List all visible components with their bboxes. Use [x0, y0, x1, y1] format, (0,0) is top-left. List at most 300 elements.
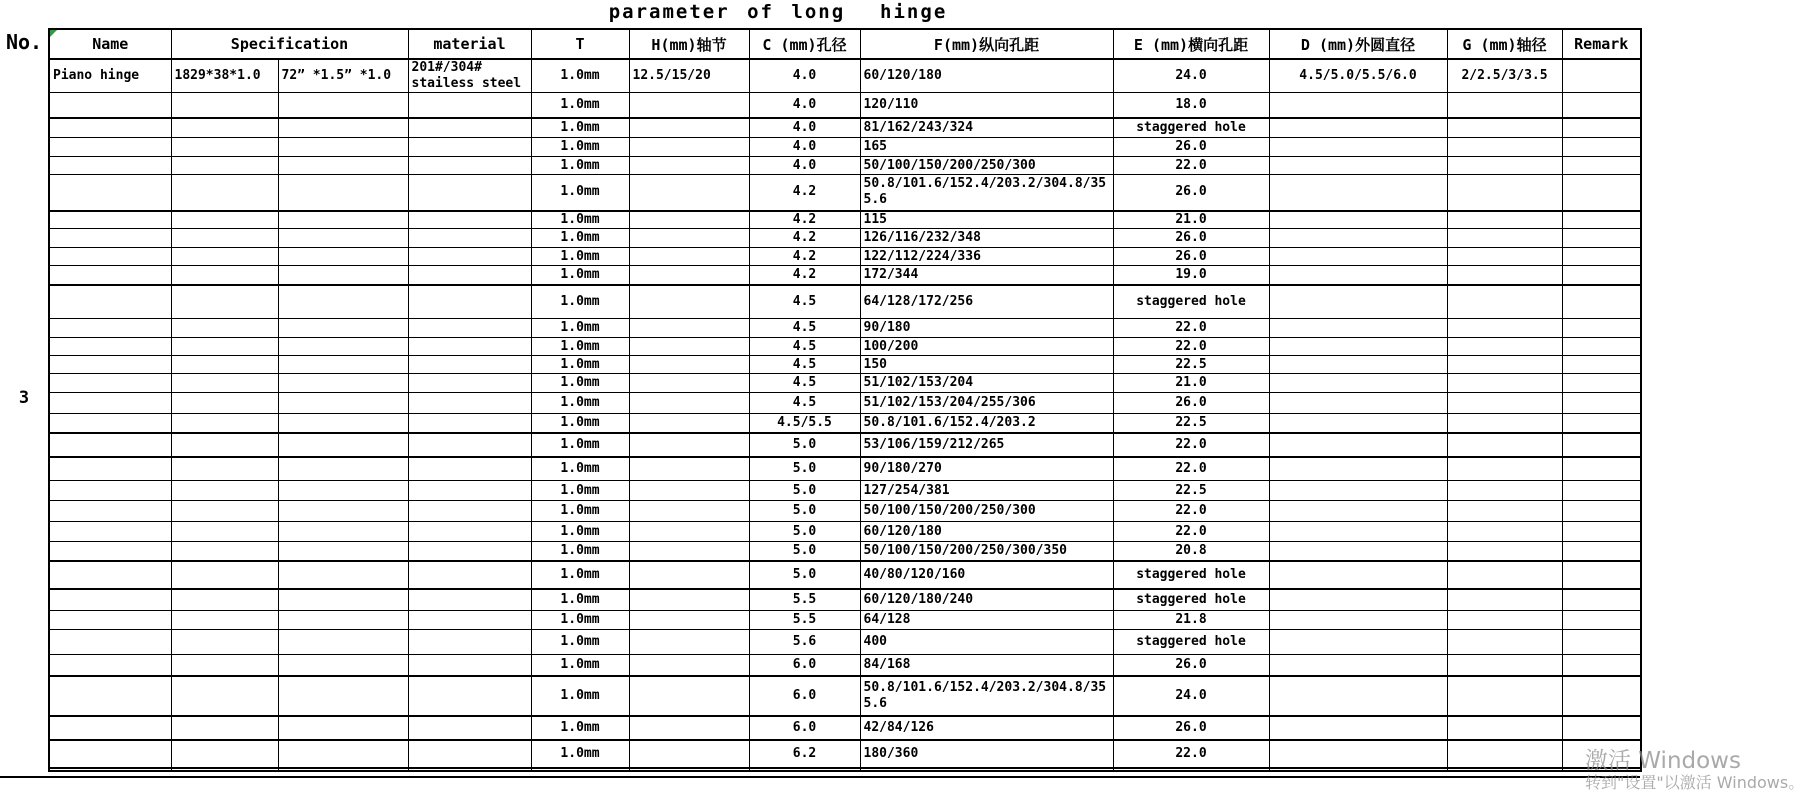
cell-name[interactable]: [49, 248, 171, 266]
cell-f[interactable]: 150: [860, 356, 1113, 374]
cell-spec2[interactable]: [278, 118, 408, 138]
cell-c[interactable]: 6.2: [749, 740, 860, 768]
cell-material[interactable]: [408, 374, 531, 393]
cell-spec1[interactable]: [171, 655, 278, 676]
cell-f[interactable]: 50.8/101.6/152.4/203.2/304.8/355.6: [860, 676, 1113, 716]
cell-spec2[interactable]: [278, 248, 408, 266]
cell-d[interactable]: 4.5/5.0/5.5/6.0: [1269, 59, 1447, 93]
cell-c[interactable]: 4.2: [749, 211, 860, 229]
cell-spec2[interactable]: [278, 393, 408, 414]
cell-name[interactable]: [49, 393, 171, 414]
cell-spec1[interactable]: [171, 676, 278, 716]
cell-e[interactable]: 22.0: [1113, 740, 1269, 768]
cell-c[interactable]: 5.0: [749, 522, 860, 542]
cell-d[interactable]: [1269, 589, 1447, 611]
cell-c[interactable]: 4.2: [749, 266, 860, 285]
cell-material[interactable]: [408, 175, 531, 211]
cell-material[interactable]: [408, 157, 531, 175]
cell-material[interactable]: [408, 248, 531, 266]
cell-h[interactable]: [629, 175, 749, 211]
cell-h[interactable]: [629, 589, 749, 611]
cell-material[interactable]: [408, 414, 531, 433]
cell-material[interactable]: [408, 118, 531, 138]
cell-g[interactable]: [1447, 522, 1562, 542]
cell-t[interactable]: 1.0mm: [531, 542, 629, 561]
cell-material[interactable]: [408, 630, 531, 655]
cell-f[interactable]: 51/102/153/204: [860, 374, 1113, 393]
cell-c[interactable]: 4.0: [749, 59, 860, 93]
cell-e[interactable]: staggered hole: [1113, 118, 1269, 138]
cell-remark[interactable]: [1562, 589, 1641, 611]
cell-d[interactable]: [1269, 338, 1447, 356]
cell-remark[interactable]: [1562, 285, 1641, 319]
cell-e[interactable]: 22.0: [1113, 157, 1269, 175]
cell-spec1[interactable]: [171, 338, 278, 356]
cell-f[interactable]: 50/100/150/200/250/300: [860, 157, 1113, 175]
cell-t[interactable]: 1.0mm: [531, 740, 629, 768]
cell-spec2[interactable]: [278, 481, 408, 501]
cell-f[interactable]: 100/200: [860, 338, 1113, 356]
cell-spec2[interactable]: [278, 414, 408, 433]
cell-name[interactable]: [49, 522, 171, 542]
cell-remark[interactable]: [1562, 175, 1641, 211]
cell-spec2[interactable]: [278, 630, 408, 655]
cell-remark[interactable]: [1562, 157, 1641, 175]
cell-name[interactable]: Piano hinge: [49, 59, 171, 93]
cell-d[interactable]: [1269, 501, 1447, 522]
cell-d[interactable]: [1269, 561, 1447, 589]
cell-e[interactable]: 19.0: [1113, 266, 1269, 285]
cell-spec1[interactable]: [171, 716, 278, 740]
cell-e[interactable]: 26.0: [1113, 229, 1269, 248]
header-h[interactable]: H(mm)轴节: [629, 29, 749, 59]
cell-name[interactable]: [49, 266, 171, 285]
cell-h[interactable]: [629, 118, 749, 138]
cell-spec2[interactable]: [278, 542, 408, 561]
cell-f[interactable]: 42/84/126: [860, 716, 1113, 740]
cell-spec2[interactable]: [278, 138, 408, 157]
cell-g[interactable]: [1447, 266, 1562, 285]
cell-f[interactable]: 126/116/232/348: [860, 229, 1113, 248]
cell-spec1[interactable]: [171, 589, 278, 611]
cell-d[interactable]: [1269, 522, 1447, 542]
cell-remark[interactable]: [1562, 655, 1641, 676]
cell-name[interactable]: [49, 542, 171, 561]
cell-spec2[interactable]: [278, 285, 408, 319]
cell-h[interactable]: [629, 414, 749, 433]
cell-h[interactable]: [629, 716, 749, 740]
cell-f[interactable]: [860, 768, 1113, 771]
cell-spec2[interactable]: [278, 433, 408, 457]
header-material[interactable]: material: [408, 29, 531, 59]
cell-g[interactable]: [1447, 118, 1562, 138]
cell-g[interactable]: [1447, 655, 1562, 676]
cell-d[interactable]: [1269, 414, 1447, 433]
cell-name[interactable]: [49, 433, 171, 457]
cell-c[interactable]: 5.5: [749, 589, 860, 611]
header-c[interactable]: C (mm)孔径: [749, 29, 860, 59]
cell-h[interactable]: [629, 211, 749, 229]
cell-c[interactable]: 4.5: [749, 285, 860, 319]
cell-f[interactable]: 127/254/381: [860, 481, 1113, 501]
cell-g[interactable]: [1447, 542, 1562, 561]
cell-d[interactable]: [1269, 319, 1447, 338]
cell-d[interactable]: [1269, 630, 1447, 655]
cell-e[interactable]: 22.0: [1113, 457, 1269, 481]
cell-f[interactable]: 172/344: [860, 266, 1113, 285]
cell-c[interactable]: 4.5: [749, 319, 860, 338]
cell-d[interactable]: [1269, 716, 1447, 740]
cell-remark[interactable]: [1562, 716, 1641, 740]
cell-f[interactable]: 90/180/270: [860, 457, 1113, 481]
cell-e[interactable]: 20.8: [1113, 542, 1269, 561]
cell-spec1[interactable]: [171, 542, 278, 561]
cell-name[interactable]: [49, 338, 171, 356]
cell-t[interactable]: 1.0mm: [531, 716, 629, 740]
cell-g[interactable]: [1447, 157, 1562, 175]
header-e[interactable]: E (mm)横向孔距: [1113, 29, 1269, 59]
cell-f[interactable]: 50/100/150/200/250/300: [860, 501, 1113, 522]
cell-e[interactable]: staggered hole: [1113, 285, 1269, 319]
cell-spec2[interactable]: [278, 522, 408, 542]
cell-material[interactable]: [408, 211, 531, 229]
cell-material[interactable]: [408, 457, 531, 481]
cell-d[interactable]: [1269, 211, 1447, 229]
cell-g[interactable]: [1447, 229, 1562, 248]
cell-material[interactable]: [408, 481, 531, 501]
cell-g[interactable]: [1447, 93, 1562, 118]
cell-f[interactable]: 81/162/243/324: [860, 118, 1113, 138]
cell-name[interactable]: [49, 414, 171, 433]
cell-g[interactable]: [1447, 175, 1562, 211]
cell-remark[interactable]: [1562, 630, 1641, 655]
cell-g[interactable]: [1447, 138, 1562, 157]
cell-e[interactable]: 22.0: [1113, 319, 1269, 338]
cell-spec2[interactable]: [278, 501, 408, 522]
cell-spec2[interactable]: [278, 157, 408, 175]
cell-h[interactable]: [629, 457, 749, 481]
cell-d[interactable]: [1269, 138, 1447, 157]
cell-material[interactable]: [408, 356, 531, 374]
cell-spec2[interactable]: [278, 655, 408, 676]
cell-spec2[interactable]: [278, 356, 408, 374]
cell-f[interactable]: 400: [860, 630, 1113, 655]
cell-c[interactable]: 5.0: [749, 542, 860, 561]
cell-d[interactable]: [1269, 611, 1447, 630]
cell-e[interactable]: [1113, 768, 1269, 771]
no-column-value[interactable]: 3: [18, 388, 30, 408]
cell-spec2[interactable]: [278, 457, 408, 481]
header-t[interactable]: T: [531, 29, 629, 59]
cell-spec1[interactable]: [171, 356, 278, 374]
cell-f[interactable]: 50.8/101.6/152.4/203.2/304.8/355.6: [860, 175, 1113, 211]
cell-spec1[interactable]: [171, 433, 278, 457]
cell-remark[interactable]: [1562, 266, 1641, 285]
cell-spec2[interactable]: 72” *1.5” *1.0: [278, 59, 408, 93]
cell-remark[interactable]: [1562, 118, 1641, 138]
cell-e[interactable]: 22.0: [1113, 338, 1269, 356]
cell-spec1[interactable]: [171, 285, 278, 319]
cell-spec2[interactable]: [278, 374, 408, 393]
cell-material[interactable]: [408, 393, 531, 414]
cell-d[interactable]: [1269, 542, 1447, 561]
cell-name[interactable]: [49, 589, 171, 611]
cell-c[interactable]: 4.2: [749, 248, 860, 266]
cell-t[interactable]: 1.0mm: [531, 630, 629, 655]
cell-e[interactable]: 22.0: [1113, 501, 1269, 522]
cell-g[interactable]: [1447, 589, 1562, 611]
cell-spec1[interactable]: [171, 157, 278, 175]
cell-e[interactable]: 21.0: [1113, 374, 1269, 393]
cell-d[interactable]: [1269, 393, 1447, 414]
header-name[interactable]: Name: [49, 29, 171, 59]
cell-e[interactable]: staggered hole: [1113, 589, 1269, 611]
cell-name[interactable]: [49, 611, 171, 630]
cell-d[interactable]: [1269, 481, 1447, 501]
cell-spec1[interactable]: [171, 138, 278, 157]
cell-name[interactable]: [49, 655, 171, 676]
cell-c[interactable]: 5.5: [749, 611, 860, 630]
cell-remark[interactable]: [1562, 319, 1641, 338]
cell-t[interactable]: 1.0mm: [531, 229, 629, 248]
cell-material[interactable]: [408, 338, 531, 356]
cell-d[interactable]: [1269, 356, 1447, 374]
cell-h[interactable]: [629, 542, 749, 561]
cell-name[interactable]: [49, 716, 171, 740]
cell-c[interactable]: 4.0: [749, 93, 860, 118]
cell-material[interactable]: 201#/304# stailess steel: [408, 59, 531, 93]
cell-name[interactable]: [49, 676, 171, 716]
cell-g[interactable]: [1447, 414, 1562, 433]
cell-g[interactable]: [1447, 716, 1562, 740]
cell-f[interactable]: 60/120/180: [860, 59, 1113, 93]
cell-remark[interactable]: [1562, 522, 1641, 542]
cell-material[interactable]: [408, 138, 531, 157]
cell-c[interactable]: [749, 768, 860, 771]
cell-t[interactable]: 1.0mm: [531, 501, 629, 522]
cell-spec1[interactable]: [171, 211, 278, 229]
cell-c[interactable]: 5.0: [749, 501, 860, 522]
cell-h[interactable]: [629, 248, 749, 266]
cell-g[interactable]: [1447, 285, 1562, 319]
cell-t[interactable]: 1.0mm: [531, 319, 629, 338]
cell-h[interactable]: [629, 285, 749, 319]
cell-g[interactable]: [1447, 481, 1562, 501]
cell-remark[interactable]: [1562, 676, 1641, 716]
cell-d[interactable]: [1269, 266, 1447, 285]
cell-spec2[interactable]: [278, 611, 408, 630]
cell-f[interactable]: 53/106/159/212/265: [860, 433, 1113, 457]
cell-remark[interactable]: [1562, 481, 1641, 501]
cell-material[interactable]: [408, 561, 531, 589]
header-g[interactable]: G (mm)轴径: [1447, 29, 1562, 59]
cell-c[interactable]: 4.5/5.5: [749, 414, 860, 433]
cell-h[interactable]: [629, 768, 749, 771]
cell-spec1[interactable]: [171, 561, 278, 589]
cell-remark[interactable]: [1562, 414, 1641, 433]
cell-spec1[interactable]: [171, 611, 278, 630]
cell-e[interactable]: 24.0: [1113, 676, 1269, 716]
cell-material[interactable]: [408, 676, 531, 716]
cell-name[interactable]: [49, 630, 171, 655]
cell-d[interactable]: [1269, 118, 1447, 138]
cell-c[interactable]: 4.0: [749, 118, 860, 138]
cell-c[interactable]: 6.0: [749, 716, 860, 740]
cell-t[interactable]: 1.0mm: [531, 522, 629, 542]
cell-t[interactable]: 1.0mm: [531, 414, 629, 433]
cell-g[interactable]: [1447, 740, 1562, 768]
cell-material[interactable]: [408, 266, 531, 285]
cell-spec2[interactable]: [278, 338, 408, 356]
cell-name[interactable]: [49, 319, 171, 338]
cell-t[interactable]: 1.0mm: [531, 93, 629, 118]
cell-g[interactable]: [1447, 457, 1562, 481]
cell-f[interactable]: 50.8/101.6/152.4/203.2: [860, 414, 1113, 433]
cell-remark[interactable]: [1562, 59, 1641, 93]
cell-g[interactable]: [1447, 501, 1562, 522]
cell-spec2[interactable]: [278, 266, 408, 285]
cell-e[interactable]: 21.8: [1113, 611, 1269, 630]
cell-f[interactable]: 60/120/180: [860, 522, 1113, 542]
cell-f[interactable]: 64/128: [860, 611, 1113, 630]
cell-g[interactable]: [1447, 561, 1562, 589]
cell-g[interactable]: [1447, 433, 1562, 457]
cell-d[interactable]: [1269, 229, 1447, 248]
cell-h[interactable]: [629, 393, 749, 414]
cell-e[interactable]: 24.0: [1113, 59, 1269, 93]
cell-c[interactable]: 5.0: [749, 481, 860, 501]
cell-h[interactable]: [629, 611, 749, 630]
cell-remark[interactable]: [1562, 768, 1641, 771]
cell-spec2[interactable]: [278, 319, 408, 338]
cell-t[interactable]: 1.0mm: [531, 59, 629, 93]
cell-spec1[interactable]: [171, 630, 278, 655]
cell-name[interactable]: [49, 229, 171, 248]
cell-f[interactable]: 64/128/172/256: [860, 285, 1113, 319]
cell-spec2[interactable]: [278, 93, 408, 118]
cell-h[interactable]: [629, 433, 749, 457]
cell-spec2[interactable]: [278, 229, 408, 248]
cell-spec1[interactable]: [171, 768, 278, 771]
cell-e[interactable]: 22.5: [1113, 414, 1269, 433]
cell-spec1[interactable]: [171, 319, 278, 338]
cell-remark[interactable]: [1562, 211, 1641, 229]
cell-f[interactable]: 50/100/150/200/250/300/350: [860, 542, 1113, 561]
cell-remark[interactable]: [1562, 561, 1641, 589]
cell-f[interactable]: 40/80/120/160: [860, 561, 1113, 589]
cell-h[interactable]: [629, 374, 749, 393]
cell-t[interactable]: 1.0mm: [531, 457, 629, 481]
cell-t[interactable]: 1.0mm: [531, 248, 629, 266]
cell-h[interactable]: [629, 229, 749, 248]
cell-h[interactable]: [629, 561, 749, 589]
cell-e[interactable]: 26.0: [1113, 716, 1269, 740]
cell-t[interactable]: 1.0mm: [531, 175, 629, 211]
cell-g[interactable]: [1447, 356, 1562, 374]
cell-spec1[interactable]: [171, 522, 278, 542]
cell-name[interactable]: [49, 157, 171, 175]
cell-spec2[interactable]: [278, 676, 408, 716]
cell-c[interactable]: 6.0: [749, 655, 860, 676]
cell-e[interactable]: 18.0: [1113, 93, 1269, 118]
cell-material[interactable]: [408, 433, 531, 457]
cell-t[interactable]: 1.0mm: [531, 561, 629, 589]
cell-spec1[interactable]: 1829*38*1.0: [171, 59, 278, 93]
cell-h[interactable]: [629, 481, 749, 501]
cell-spec2[interactable]: [278, 740, 408, 768]
cell-h[interactable]: [629, 740, 749, 768]
cell-name[interactable]: [49, 561, 171, 589]
header-remark[interactable]: Remark: [1562, 29, 1641, 59]
cell-material[interactable]: [408, 319, 531, 338]
cell-spec1[interactable]: [171, 248, 278, 266]
cell-name[interactable]: [49, 501, 171, 522]
cell-spec2[interactable]: [278, 589, 408, 611]
cell-c[interactable]: 4.2: [749, 175, 860, 211]
cell-e[interactable]: 26.0: [1113, 655, 1269, 676]
cell-h[interactable]: [629, 266, 749, 285]
no-column-header[interactable]: No.: [5, 30, 43, 54]
cell-material[interactable]: [408, 589, 531, 611]
cell-spec1[interactable]: [171, 393, 278, 414]
cell-d[interactable]: [1269, 157, 1447, 175]
cell-f[interactable]: 51/102/153/204/255/306: [860, 393, 1113, 414]
cell-t[interactable]: 1.0mm: [531, 393, 629, 414]
cell-spec1[interactable]: [171, 118, 278, 138]
cell-e[interactable]: staggered hole: [1113, 630, 1269, 655]
cell-spec2[interactable]: [278, 561, 408, 589]
cell-h[interactable]: [629, 157, 749, 175]
cell-d[interactable]: [1269, 285, 1447, 319]
cell-c[interactable]: 4.5: [749, 356, 860, 374]
cell-t[interactable]: 1.0mm: [531, 481, 629, 501]
cell-name[interactable]: [49, 768, 171, 771]
cell-name[interactable]: [49, 374, 171, 393]
cell-h[interactable]: [629, 630, 749, 655]
cell-e[interactable]: 22.0: [1113, 522, 1269, 542]
cell-spec1[interactable]: [171, 229, 278, 248]
cell-spec1[interactable]: [171, 414, 278, 433]
cell-g[interactable]: [1447, 248, 1562, 266]
cell-material[interactable]: [408, 655, 531, 676]
cell-f[interactable]: 165: [860, 138, 1113, 157]
cell-e[interactable]: 22.0: [1113, 433, 1269, 457]
cell-name[interactable]: [49, 740, 171, 768]
cell-t[interactable]: 1.0mm: [531, 118, 629, 138]
cell-remark[interactable]: [1562, 433, 1641, 457]
cell-spec1[interactable]: [171, 175, 278, 211]
cell-name[interactable]: [49, 118, 171, 138]
cell-material[interactable]: [408, 501, 531, 522]
cell-c[interactable]: 4.0: [749, 157, 860, 175]
cell-t[interactable]: 1.0mm: [531, 433, 629, 457]
cell-name[interactable]: [49, 93, 171, 118]
cell-h[interactable]: [629, 501, 749, 522]
cell-remark[interactable]: [1562, 93, 1641, 118]
cell-remark[interactable]: [1562, 501, 1641, 522]
cell-spec1[interactable]: [171, 481, 278, 501]
cell-material[interactable]: [408, 716, 531, 740]
cell-c[interactable]: 4.5: [749, 393, 860, 414]
cell-e[interactable]: 22.5: [1113, 356, 1269, 374]
cell-d[interactable]: [1269, 93, 1447, 118]
cell-remark[interactable]: [1562, 356, 1641, 374]
cell-spec1[interactable]: [171, 93, 278, 118]
cell-name[interactable]: [49, 175, 171, 211]
cell-t[interactable]: 1.0mm: [531, 611, 629, 630]
cell-remark[interactable]: [1562, 457, 1641, 481]
cell-c[interactable]: 5.0: [749, 457, 860, 481]
